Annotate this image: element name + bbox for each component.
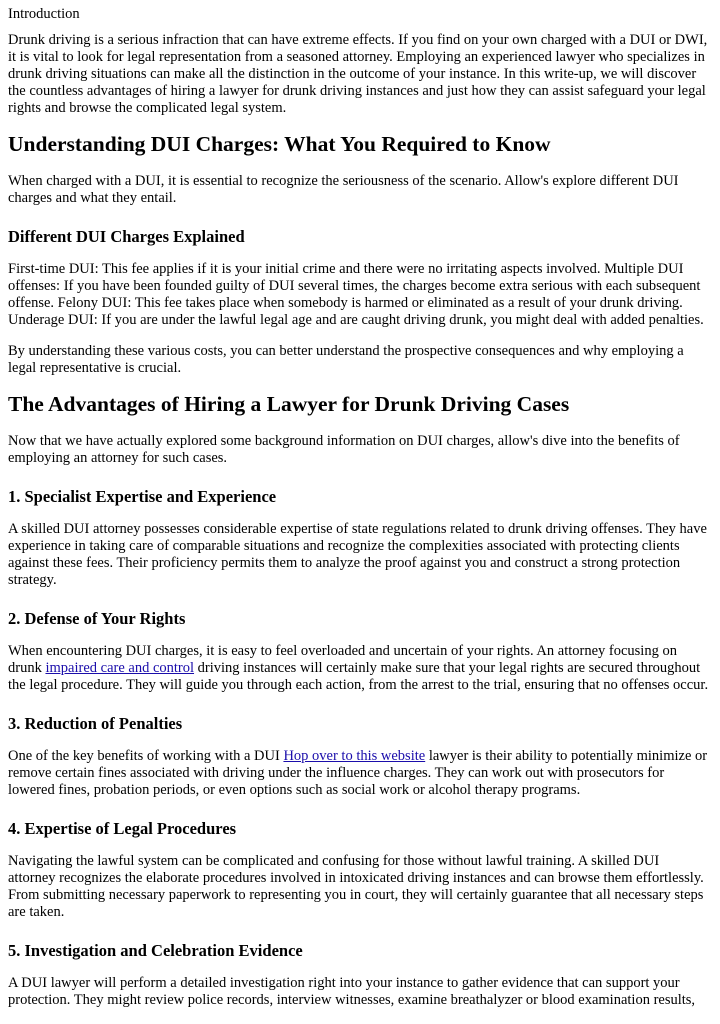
link-hop-over[interactable]: Hop over to this website — [283, 748, 426, 764]
item-heading-penalties: 3. Reduction of Penalties — [8, 714, 183, 733]
item-heading-expertise: 1. Specialist Expertise and Experience — [8, 487, 277, 506]
paragraph-charges-summary: By understanding these various costs, you can better understand the prospective consequences and why employing a legal representative is crucial. — [8, 343, 684, 376]
section-heading-understanding-dui: Understanding DUI Charges: What You Required to Know — [8, 132, 551, 156]
section-paragraph-advantages: Now that we have actually explored some background information on DUI charges, allow's dive into the benefits of employing an attorney for such cases. — [8, 433, 680, 466]
intro-label: Introduction — [8, 6, 80, 22]
section-heading-advantages: The Advantages of Hiring a Lawyer for Drunk Driving Cases — [8, 392, 570, 416]
item-text-penalties-after: lawyer is their ability to potentially minimize or remove certain fines associated with driving under the influence charges. They can work out with prosecutors for lowered fines, probation periods, or even options such as social work or alcohol therapy programs. — [8, 748, 708, 798]
item-text-expertise: A skilled DUI attorney possesses considerable expertise of state regulations related to drunk driving offenses. They have experience in taking care of comparable situations and recognize the complexities associated with protecting clients against these fees. Their proficiency permits them to analyze the proof against you and construct a strong protection strategy. — [8, 521, 707, 588]
item-text-rights-after: driving instances will certainly make sure that your legal rights are secured throughout the legal procedure. They will guide you through each action, from the arrest to the trial, ensuring that no offenses occur. — [8, 660, 709, 693]
item-text-procedures: Navigating the lawful system can be complicated and confusing for those without lawful training. A skilled DUI attorney recognizes the elaborate procedures involved in intoxicated driving instances and can browse them effortlessly. From submitting necessary paperwork to representing you in court, they will certainly guarantee that all necessary steps are taken. — [8, 853, 704, 920]
item-text-rights-before: When encountering DUI charges, it is easy to feel overloaded and uncertain of your rights. An attorney focusing on drunk — [8, 643, 677, 676]
article — [0, 6, 720, 1009]
item-heading-procedures: 4. Expertise of Legal Procedures — [8, 819, 237, 838]
subheading-different-charges: Different DUI Charges Explained — [8, 227, 245, 246]
item-text-investigation: A DUI lawyer will perform a detailed investigation right into your instance to gather evidence that can support your protection. They might review police records, interview witnesses, examine breathalyzer or blood examination results, — [8, 975, 696, 1008]
item-text-penalties — [8, 748, 710, 799]
item-text-rights — [8, 643, 710, 694]
item-heading-investigation: 5. Investigation and Celebration Evidence — [8, 941, 303, 960]
paragraph-charge-types: First-time DUI: This fee applies if it is your initial crime and there were no irritating aspects involved. Multiple DUI offenses: If you have been founded guilty of DUI several times, the charges become extra serious with each subsequent offense. Felony DUI: This fee takes place when somebody is harmed or eliminated as a result of your drunk driving. Underage DUI: If you are under the lawful legal age and are caught driving drunk, you might deal with added penalties. — [8, 261, 704, 328]
intro-paragraph: Drunk driving is a serious infraction that can have extreme effects. If you find on your own charged with a DUI or DWI, it is vital to look for legal representation from a seasoned attorney. Employing an experienced lawyer who specializes in drunk driving situations can make all the distinction in the outcome of your instance. In this write-up, we will discover the countless advantages of hiring a lawyer for drunk driving instances and just how they can assist safeguard your legal rights and browse the complicated legal system. — [8, 32, 708, 116]
link-impaired-care[interactable]: impaired care and control — [45, 660, 195, 676]
item-text-penalties-before: One of the key benefits of working with a DUI — [8, 748, 284, 764]
section-paragraph-understanding-dui: When charged with a DUI, it is essential to recognize the seriousness of the scenario. Allow's explore different DUI charges and what they entail. — [8, 173, 679, 206]
item-heading-rights: 2. Defense of Your Rights — [8, 609, 186, 628]
